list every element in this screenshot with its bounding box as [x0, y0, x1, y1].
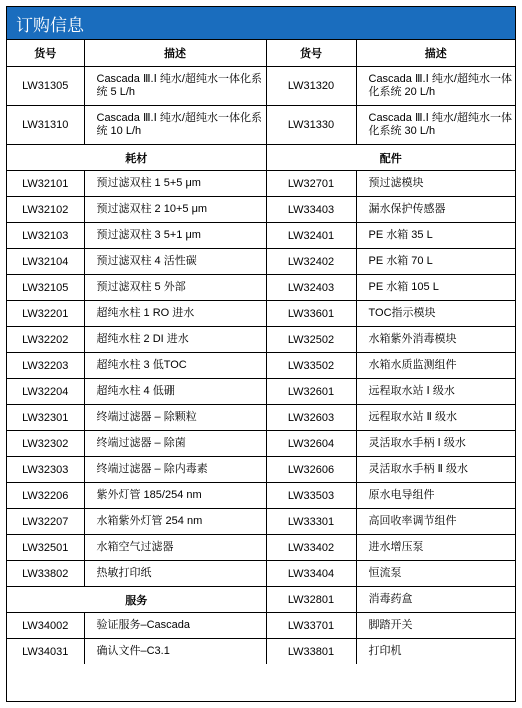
part-desc: PE 水箱 35 L [356, 223, 515, 249]
part-code: LW32606 [266, 457, 356, 483]
table-row [7, 535, 515, 561]
part-code: LW32603 [266, 405, 356, 431]
part-desc: 远程取水站 Ⅱ 级水 [356, 405, 515, 431]
part-code: LW32801 [266, 587, 356, 613]
table-row [7, 171, 515, 197]
table-row [7, 301, 515, 327]
part-code: LW34031 [7, 639, 84, 665]
part-code: LW34002 [7, 613, 84, 639]
part-code: LW33801 [266, 639, 356, 665]
part-code: LW33404 [266, 561, 356, 587]
header-part-no-right: 货号 [266, 40, 356, 67]
part-desc: 终端过滤器 – 除内毒素 [84, 457, 266, 483]
section-services: 服务 [7, 587, 266, 613]
system-row [7, 106, 515, 145]
part-desc: 预过滤双柱 2 10+5 μm [84, 197, 266, 223]
part-desc: 预过滤双柱 3 5+1 μm [84, 223, 266, 249]
table-row [7, 613, 515, 639]
table-row [7, 639, 515, 665]
table-row [7, 561, 515, 587]
table-row [7, 509, 515, 535]
part-desc: 预过滤双柱 5 外部 [84, 275, 266, 301]
part-code: LW31320 [266, 67, 356, 106]
part-code: LW32103 [7, 223, 84, 249]
part-code: LW32701 [266, 171, 356, 197]
table-row [7, 353, 515, 379]
part-code: LW32302 [7, 431, 84, 457]
part-desc: 高回收率调节组件 [356, 509, 515, 535]
part-desc: 超纯水柱 4 低硼 [84, 379, 266, 405]
table-row [7, 327, 515, 353]
part-code: LW32203 [7, 353, 84, 379]
part-code: LW33503 [266, 483, 356, 509]
part-code: LW31330 [266, 106, 356, 145]
part-code: LW32402 [266, 249, 356, 275]
part-desc: 确认文件–C3.1 [84, 639, 266, 665]
part-code: LW33403 [266, 197, 356, 223]
part-code: LW32204 [7, 379, 84, 405]
part-code: LW32401 [266, 223, 356, 249]
part-code: LW32301 [7, 405, 84, 431]
part-code: LW32207 [7, 509, 84, 535]
header-part-no-left: 货号 [7, 40, 84, 67]
part-desc: 预过滤双柱 1 5+5 μm [84, 171, 266, 197]
header-desc-right: 描述 [356, 40, 515, 67]
part-code: LW32201 [7, 301, 84, 327]
part-code: LW32501 [7, 535, 84, 561]
part-desc: Cascada Ⅲ.Ⅰ 纯水/超纯水一体化系统 5 L/h [84, 67, 266, 106]
part-desc: Cascada Ⅲ.Ⅰ 纯水/超纯水一体化系统 10 L/h [84, 106, 266, 145]
part-desc: 脚踏开关 [356, 613, 515, 639]
section-accessories: 配件 [266, 145, 515, 171]
part-desc: 灵活取水手柄 Ⅰ 级水 [356, 431, 515, 457]
part-desc: 远程取水站 Ⅰ 级水 [356, 379, 515, 405]
part-code: LW32104 [7, 249, 84, 275]
part-desc: 终端过滤器 – 除菌 [84, 431, 266, 457]
system-row [7, 67, 515, 106]
part-code: LW33601 [266, 301, 356, 327]
table-row [7, 275, 515, 301]
table-row [7, 379, 515, 405]
part-desc: 紫外灯管 185/254 nm [84, 483, 266, 509]
part-desc: 打印机 [356, 639, 515, 665]
service-section-row [7, 587, 515, 613]
part-desc: 恒流泵 [356, 561, 515, 587]
part-code: LW32102 [7, 197, 84, 223]
part-code: LW33502 [266, 353, 356, 379]
table-row [7, 457, 515, 483]
ordering-info-panel [6, 6, 516, 702]
part-desc: 灵活取水手柄 Ⅱ 级水 [356, 457, 515, 483]
part-desc: 预过滤双柱 4 活性碳 [84, 249, 266, 275]
part-desc: 消毒药盒 [356, 587, 515, 613]
part-desc: 热敏打印纸 [84, 561, 266, 587]
part-desc: Cascada Ⅲ.Ⅰ 纯水/超纯水一体化系统 30 L/h [356, 106, 515, 145]
part-desc: 水箱紫外消毒模块 [356, 327, 515, 353]
part-code: LW31310 [7, 106, 84, 145]
part-code: LW32604 [266, 431, 356, 457]
part-desc: Cascada Ⅲ.Ⅰ 纯水/超纯水一体化系统 20 L/h [356, 67, 515, 106]
part-code: LW33402 [266, 535, 356, 561]
ordering-table [7, 40, 515, 664]
part-desc: 水箱水质监测组件 [356, 353, 515, 379]
part-code: LW33301 [266, 509, 356, 535]
part-desc: 水箱紫外灯管 254 nm [84, 509, 266, 535]
part-code: LW32403 [266, 275, 356, 301]
part-desc: 水箱空气过滤器 [84, 535, 266, 561]
part-desc: 预过滤模块 [356, 171, 515, 197]
part-desc: 进水增压泵 [356, 535, 515, 561]
part-code: LW32303 [7, 457, 84, 483]
part-desc: 验证服务–Cascada [84, 613, 266, 639]
part-code: LW33701 [266, 613, 356, 639]
header-desc-left: 描述 [84, 40, 266, 67]
part-desc: 超纯水柱 3 低TOC [84, 353, 266, 379]
part-desc: PE 水箱 105 L [356, 275, 515, 301]
part-code: LW32206 [7, 483, 84, 509]
part-desc: 漏水保护传感器 [356, 197, 515, 223]
table-row [7, 405, 515, 431]
section-consumables: 耗材 [7, 145, 266, 171]
table-row [7, 197, 515, 223]
table-row [7, 249, 515, 275]
part-desc: 原水电导组件 [356, 483, 515, 509]
part-code: LW32101 [7, 171, 84, 197]
page-title: 订购信息 [7, 7, 515, 40]
part-desc: PE 水箱 70 L [356, 249, 515, 275]
part-code: LW32105 [7, 275, 84, 301]
part-desc: 超纯水柱 1 RO 进水 [84, 301, 266, 327]
part-code: LW32202 [7, 327, 84, 353]
table-row [7, 483, 515, 509]
table-row [7, 223, 515, 249]
part-code: LW33802 [7, 561, 84, 587]
part-code: LW32502 [266, 327, 356, 353]
part-desc: 超纯水柱 2 DI 进水 [84, 327, 266, 353]
part-desc: TOC指示模块 [356, 301, 515, 327]
part-desc: 终端过滤器 – 除颗粒 [84, 405, 266, 431]
part-code: LW31305 [7, 67, 84, 106]
header-row [7, 40, 515, 67]
part-code: LW32601 [266, 379, 356, 405]
table-row [7, 431, 515, 457]
section-header-row [7, 145, 515, 171]
